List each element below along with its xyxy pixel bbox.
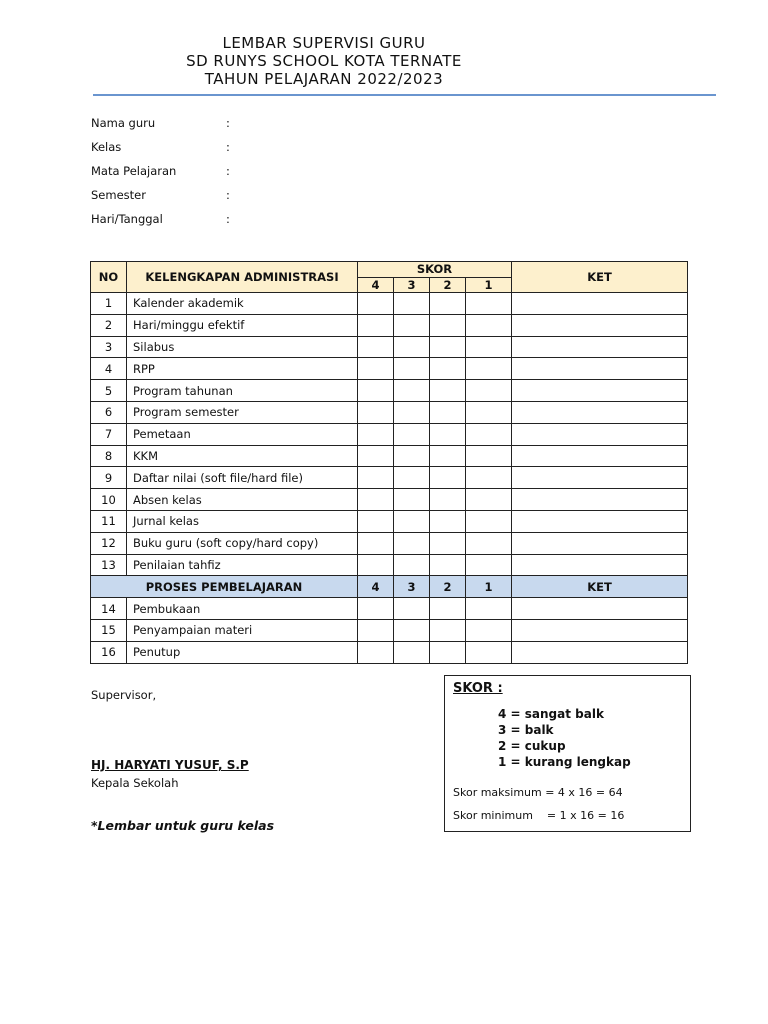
skor-header: SKOR (358, 262, 512, 278)
score-cell[interactable] (430, 401, 466, 423)
row-number: 8 (91, 445, 127, 467)
score-cell[interactable] (358, 641, 394, 663)
row-number: 7 (91, 423, 127, 445)
no-header: NO (91, 262, 127, 293)
score-header-2: 2 (430, 277, 466, 293)
score-cell[interactable] (394, 336, 430, 358)
score-legend-item: 1 = kurang lengkap (498, 755, 631, 769)
score-cell[interactable] (394, 314, 430, 336)
score-cell[interactable] (394, 423, 430, 445)
row-item: Absen kelas (127, 489, 358, 511)
ket-cell[interactable] (512, 598, 688, 620)
score-cell[interactable] (466, 358, 512, 380)
administration-header: KELENGKAPAN ADMINISTRASI (127, 262, 358, 293)
row-number: 10 (91, 489, 127, 511)
ket-cell[interactable] (512, 554, 688, 576)
score-cell[interactable] (394, 445, 430, 467)
score-legend-title: SKOR : (453, 681, 503, 696)
score-cell[interactable] (394, 467, 430, 489)
ket-cell[interactable] (512, 445, 688, 467)
score-header-2: 2 (430, 576, 466, 598)
score-cell[interactable] (430, 358, 466, 380)
ket-cell[interactable] (512, 619, 688, 641)
score-cell[interactable] (358, 467, 394, 489)
score-cell[interactable] (430, 619, 466, 641)
row-number: 1 (91, 293, 127, 315)
doc-title-line-3: TAHUN PELAJARAN 2022/2023 (204, 70, 444, 88)
ket-cell[interactable] (512, 401, 688, 423)
score-legend-item: 4 = sangat balk (498, 707, 604, 721)
score-cell[interactable] (394, 401, 430, 423)
row-item: Program semester (127, 401, 358, 423)
score-cell[interactable] (430, 532, 466, 554)
ket-cell[interactable] (512, 380, 688, 402)
ket-cell[interactable] (512, 641, 688, 663)
field-label-kelas: Kelas (91, 140, 122, 154)
row-item: Pembukaan (127, 598, 358, 620)
table-row (91, 423, 688, 445)
field-label-semester: Semester (91, 188, 146, 202)
ket-cell[interactable] (512, 532, 688, 554)
score-cell[interactable] (466, 598, 512, 620)
score-header-3: 3 (394, 277, 430, 293)
row-item: Jurnal kelas (127, 510, 358, 532)
row-item: Daftar nilai (soft file/hard file) (127, 467, 358, 489)
table-row (91, 619, 688, 641)
score-header-1: 1 (466, 277, 512, 293)
field-label-nama-guru: Nama guru (91, 116, 156, 130)
score-cell[interactable] (466, 445, 512, 467)
score-legend-item: 2 = cukup (498, 739, 566, 753)
score-cell[interactable] (358, 619, 394, 641)
table-row (91, 532, 688, 554)
row-item: Program tahunan (127, 380, 358, 402)
proses-header: PROSES PEMBELAJARAN (91, 576, 358, 598)
row-number: 9 (91, 467, 127, 489)
score-maximum: Skor maksimum = 4 x 16 = 64 (453, 786, 623, 799)
table-row (91, 445, 688, 467)
table-row (91, 336, 688, 358)
score-cell[interactable] (430, 598, 466, 620)
table-row (91, 598, 688, 620)
row-item: Penyampaian materi (127, 619, 358, 641)
score-cell[interactable] (466, 380, 512, 402)
row-number: 13 (91, 554, 127, 576)
score-cell[interactable] (394, 489, 430, 511)
score-cell[interactable] (466, 423, 512, 445)
row-item: Silabus (127, 336, 358, 358)
score-cell[interactable] (358, 401, 394, 423)
score-cell[interactable] (466, 489, 512, 511)
table-row (91, 293, 688, 315)
table-row (91, 358, 688, 380)
field-label-hari-tanggal: Hari/Tanggal (91, 212, 163, 226)
score-header-4: 4 (358, 576, 394, 598)
score-cell[interactable] (358, 510, 394, 532)
score-cell[interactable] (466, 401, 512, 423)
score-cell[interactable] (430, 380, 466, 402)
score-cell[interactable] (358, 423, 394, 445)
score-cell[interactable] (358, 532, 394, 554)
supervision-table (90, 261, 688, 664)
table-row (91, 380, 688, 402)
score-cell[interactable] (430, 336, 466, 358)
score-cell[interactable] (394, 641, 430, 663)
table-row (91, 467, 688, 489)
row-item: Buku guru (soft copy/hard copy) (127, 532, 358, 554)
row-number: 14 (91, 598, 127, 620)
principal-role: Kepala Sekolah (91, 776, 179, 790)
score-cell[interactable] (466, 554, 512, 576)
row-item: Kalender akademik (127, 293, 358, 315)
score-cell[interactable] (466, 314, 512, 336)
score-cell[interactable] (394, 554, 430, 576)
ket-cell[interactable] (512, 467, 688, 489)
score-cell[interactable] (430, 510, 466, 532)
score-header-3: 3 (394, 576, 430, 598)
row-item: Penutup (127, 641, 358, 663)
score-header-1: 1 (466, 576, 512, 598)
row-item: Penilaian tahfiz (127, 554, 358, 576)
score-legend-box (444, 675, 691, 832)
ket-cell[interactable] (512, 314, 688, 336)
score-cell[interactable] (394, 380, 430, 402)
ket-cell[interactable] (512, 489, 688, 511)
doc-title-line-2: SD RUNYS SCHOOL KOTA TERNATE (186, 52, 462, 70)
score-cell[interactable] (466, 532, 512, 554)
ket-header: KET (512, 262, 688, 293)
score-cell[interactable] (430, 423, 466, 445)
field-colon: : (226, 188, 230, 202)
field-label-mata-pelajaran: Mata Pelajaran (91, 164, 177, 178)
principal-name: HJ. HARYATI YUSUF, S.P (91, 758, 249, 772)
score-cell[interactable] (466, 293, 512, 315)
score-header-4: 4 (358, 277, 394, 293)
row-item: Pemetaan (127, 423, 358, 445)
score-minimum: Skor minimum = 1 x 16 = 16 (453, 809, 625, 822)
score-cell[interactable] (394, 532, 430, 554)
table-row (91, 314, 688, 336)
score-cell[interactable] (358, 554, 394, 576)
row-number: 4 (91, 358, 127, 380)
score-cell[interactable] (358, 314, 394, 336)
score-cell[interactable] (394, 358, 430, 380)
footnote: *Lembar untuk guru kelas (91, 818, 275, 833)
score-cell[interactable] (430, 445, 466, 467)
score-cell[interactable] (358, 293, 394, 315)
supervisor-label: Supervisor, (91, 688, 157, 702)
row-number: 5 (91, 380, 127, 402)
row-number: 11 (91, 510, 127, 532)
row-number: 16 (91, 641, 127, 663)
score-cell[interactable] (394, 293, 430, 315)
score-cell[interactable] (466, 336, 512, 358)
row-item: Hari/minggu efektif (127, 314, 358, 336)
row-number: 6 (91, 401, 127, 423)
score-cell[interactable] (430, 314, 466, 336)
title-divider (93, 94, 716, 96)
score-cell[interactable] (466, 619, 512, 641)
field-colon: : (226, 212, 230, 226)
row-number: 2 (91, 314, 127, 336)
score-cell[interactable] (358, 336, 394, 358)
score-cell[interactable] (358, 445, 394, 467)
ket-cell[interactable] (512, 293, 688, 315)
score-cell[interactable] (358, 489, 394, 511)
score-cell[interactable] (394, 510, 430, 532)
row-number: 3 (91, 336, 127, 358)
ket-cell[interactable] (512, 423, 688, 445)
score-cell[interactable] (430, 293, 466, 315)
table-row (91, 510, 688, 532)
ket-cell[interactable] (512, 336, 688, 358)
score-cell[interactable] (430, 641, 466, 663)
table-row (91, 641, 688, 663)
ket-cell[interactable] (512, 510, 688, 532)
row-number: 12 (91, 532, 127, 554)
table-row (91, 554, 688, 576)
score-cell[interactable] (466, 510, 512, 532)
ket-header: KET (512, 576, 688, 598)
field-colon: : (226, 116, 230, 130)
score-cell[interactable] (430, 467, 466, 489)
score-cell[interactable] (466, 641, 512, 663)
proses-header-row (91, 576, 688, 598)
doc-title-line-1: LEMBAR SUPERVISI GURU (222, 34, 426, 52)
field-colon: : (226, 164, 230, 178)
score-cell[interactable] (358, 598, 394, 620)
score-cell[interactable] (430, 554, 466, 576)
row-item: KKM (127, 445, 358, 467)
score-cell[interactable] (394, 619, 430, 641)
row-number: 15 (91, 619, 127, 641)
score-cell[interactable] (394, 598, 430, 620)
score-cell[interactable] (430, 489, 466, 511)
score-legend-item: 3 = balk (498, 723, 554, 737)
table-row (91, 489, 688, 511)
field-colon: : (226, 140, 230, 154)
ket-cell[interactable] (512, 358, 688, 380)
row-item: RPP (127, 358, 358, 380)
score-cell[interactable] (358, 358, 394, 380)
table-row (91, 401, 688, 423)
score-cell[interactable] (358, 380, 394, 402)
score-cell[interactable] (466, 467, 512, 489)
